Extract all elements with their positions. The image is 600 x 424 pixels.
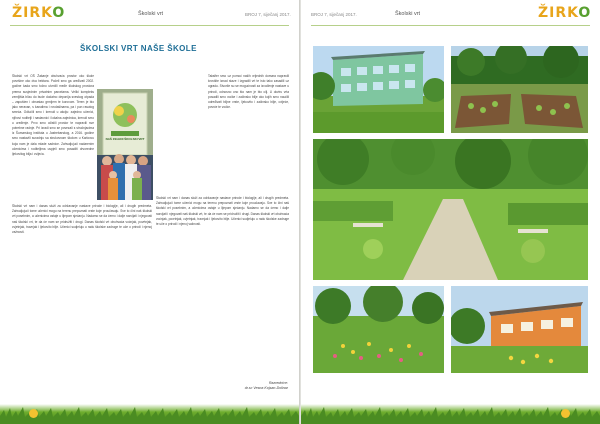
grass-footer (0, 404, 299, 424)
photo-garden-beds-image (451, 46, 588, 133)
paragraph: Školski vrt OŠ Žakanje obuhvaća prostor oko škole površine oko dva hektara. Počeli smo ga uređivati 2002. godine kada smo točno utvrdili međe školskog prostora prema susjednim privatnim parcelama. Veliki kompleks zemljišta blizu do bude dodatno deponija sveskog otpada – zapušten i obrastao grmljem te korovom. Teren je bio jako neravan, s kanalima i rovdašinama, pa i pun rasutog smeća. Odlučili smo i krenuli u akciju: zajedno učenici, njihovi roditelji i nastavnici i lokalna zajednica, krenuli smo u uređenje. Prvo smo očistili prostor te napravili sve potrebne radnje. Pri izradi smo se povezali s stručnjacima iz Šumarskog instituta u Jastrebarskog, a 2016. godine smo nastavili suradnju sa strukovnom školom u Karlovcu koja nam je dala mlade sadnice. Zahvaljujući nadarenim učenicima i roditeljima uspjeli smo posaditi drvoredne ljekovitog bilja i cvijeća. (12, 74, 94, 157)
photo-school-building (313, 46, 444, 133)
poster-photo-image (97, 89, 153, 200)
paragraph: Taksifer smo uz pomoć naših vrijednih domara napravili krovište iznad staze i izgradili vrt te isto tako zasadili uz ogradu. Stvorile su se mogućnosti za izvođenje nastave u prirodi, odnosno ono što nam je bio cilj. U okviru vrta posadili smo voćke i začinsko bilje oko kojih smo naučili određivati biljne vrste, ljekovito i začinsko bilje, cvijeće, povrće te voćke. (208, 74, 289, 110)
poster-text: NAŠ ZELENI ŠKOLSKI VRT (105, 137, 145, 141)
page-number-badge (561, 409, 570, 418)
issue-label: BROJ 7, siječanj 2017. (245, 12, 291, 17)
authors-block (208, 381, 288, 391)
section-label: Školski vrt (395, 11, 421, 17)
magazine-logo: ŽIRKO (538, 5, 592, 21)
text-column-2-bottom (156, 196, 289, 376)
paragraph: Školski vrt nam i danas služi za održavanje nastave prirode i biologije, ali i drugih predmeta. Zahvaljujući tome učenici mogu na terenu prepoznati vrste koje proučavaju. Sve to čini naš školski vrt posebnim, a učenicima ostaje u lijepom sjećanju. Nadamo se da ćemo i dalje razvijati i njegovati naš školski vrt, te da će nam se pridružiti i drugi. Danas školski vrt obuhvaća voćnjak, povrtnjak, cvjetnjak, travnjak i ljekovito bilje. Učenici sudjeluju u radu školske zadruge te uče o prirodi i njenoj važnosti. (12, 204, 152, 235)
grass-blades (301, 404, 600, 424)
poster-photo (97, 89, 153, 200)
magazine-logo: ŽIRKO (12, 5, 66, 21)
grass-blades (0, 404, 299, 424)
header-rule (311, 25, 590, 26)
photo-garden-beds (451, 46, 588, 133)
photo-school-front-image (451, 286, 588, 373)
photo-school-building-image (313, 46, 444, 133)
right-page (301, 0, 600, 424)
section-label: Školski vrt (138, 11, 164, 17)
header-rule (10, 25, 289, 26)
photo-garden-path (313, 139, 588, 280)
authors-label: Razrednice: (268, 381, 288, 385)
photo-flower-garden (313, 286, 444, 373)
text-column-2-top (208, 74, 289, 194)
issue-label: BROJ 7, siječanj 2017. (311, 12, 357, 17)
article-title: ŠKOLSKI VRT NAŠE ŠKOLE (80, 44, 197, 53)
grass-footer (301, 404, 600, 424)
paragraph: Školski vrt nam i danas služi za održavanje nastave prirode i biologije, ali i drugih predmeta. Zahvaljujući tome učenici mogu na terenu prepoznati vrste koje proučavaju. Sve to čini naš školski vrt posebnim, a učenicima ostaje u lijepom sjećanju. Nadamo se da ćemo i dalje razvijati i njegovati naš školski vrt, te da će nam se pridružiti i drugi. Danas školski vrt obuhvaća voćnjak, povrtnjak, cvjetnjak, travnjak i ljekovito bilje. Učenici sudjeluju u radu školske zadruge te uče o prirodi i njenoj važnosti. (156, 196, 289, 227)
right-header (301, 0, 600, 26)
text-column-1-top (12, 74, 94, 200)
photo-school-front (451, 286, 588, 373)
photo-flower-garden-image (313, 286, 444, 373)
authors-name: dr.sc Vesna Kojsan-Dolinar (244, 386, 288, 390)
left-header (0, 0, 299, 26)
text-column-1-bottom (12, 204, 152, 396)
page-number-badge (29, 409, 38, 418)
left-page (0, 0, 299, 424)
photo-garden-path-image (313, 139, 588, 280)
